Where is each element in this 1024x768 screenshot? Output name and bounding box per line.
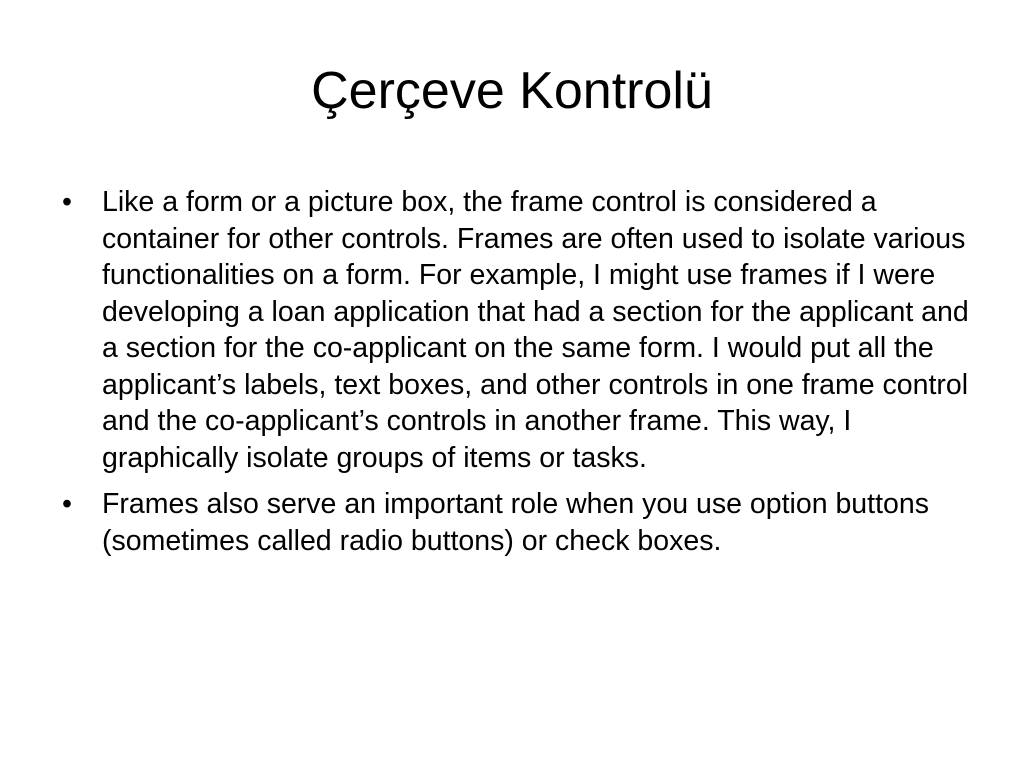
bullet-marker: • [62,488,72,520]
bullet-list [62,184,972,569]
bullet-item [62,486,972,559]
slide-title: Çerçeve Kontrolü [311,62,713,120]
bullet-item [62,184,972,476]
bullet-marker: • [62,186,72,218]
bullet-text: Frames also serve an important role when you use option buttons (sometimes called radio buttons) or check boxes. [102,488,929,557]
bullet-text: Like a form or a picture box, the frame control is considered a container for other controls. Frames are often used to isolate various functionalities on a form. For example, I might use frames if I were developing a loan application that had a section for the applicant and a section for the co-applicant on the same form. I would put all the applicant’s labels, text boxes, and other controls in one frame control and the co-applicant’s controls in another frame. This way, I graphically isolate groups of items or tasks. [102,186,969,474]
